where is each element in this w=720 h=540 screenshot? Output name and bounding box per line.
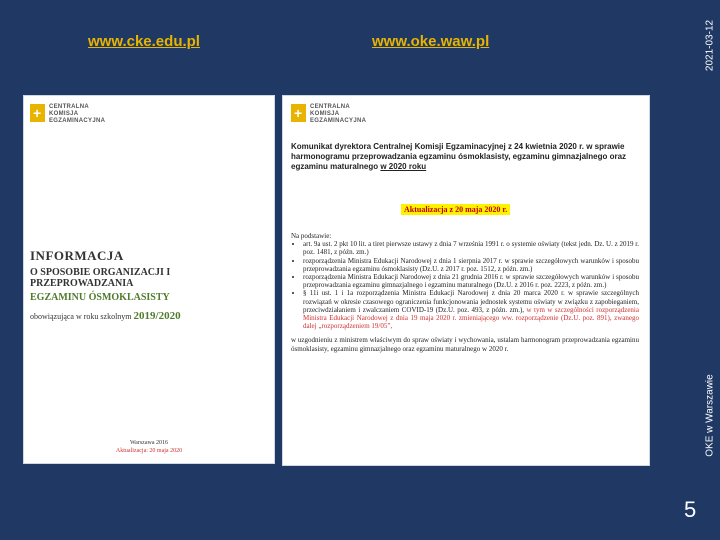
legal-basis-item: • rozporządzenia Ministra Edukacji Narodowej z dnia 1 sierpnia 2017 r. w sprawie szczegółowych warunków i sposobu przeprowadzania egzaminu ósmoklasisty (Dz.U. z 2017 r. poz. 1512, z późn. zm.) xyxy=(303,257,639,273)
legal-basis-item xyxy=(303,289,639,330)
oke-website-link[interactable]: www.oke.waw.pl xyxy=(372,33,490,50)
announcement-final-paragraph: w uzgodnieniu z ministrem właściwym do spraw oświaty i wychowania, ustalam harmonogram przeprowadzania egzaminu ósmoklasisty, egzaminu gimnazjalnego oraz egzaminu maturalnego w 2020 r. xyxy=(291,336,639,353)
announcement-body xyxy=(291,232,639,353)
logo-right-line1: CENTRALNA xyxy=(310,104,351,110)
legal-basis-list xyxy=(291,240,639,330)
left-footer-city: Warszawa 2016 xyxy=(129,440,168,446)
cke-logo-text xyxy=(49,104,105,125)
left-year-value: 2019/2020 xyxy=(133,310,181,322)
cke-logo-right xyxy=(291,104,366,125)
left-title-line3: EGZAMINU ÓSMOKLASISTY xyxy=(30,292,170,303)
update-highlight: Aktualizacja z 20 maja 2020 r. xyxy=(401,204,510,215)
side-organization-text: OKE w Warszawie xyxy=(704,374,716,457)
logo-right-line2: KOMISJA xyxy=(310,111,340,117)
legal-basis-item4-red: w tym w szczególności rozporządzenia Ministra Edukacji Narodowej z dnia 19 maja 2020 r. zmieniającego ww. rozporządzenie (Dz.U. poz. 891), zwanego dalej „rozporządzeniem 19/05”, xyxy=(303,305,639,331)
legal-basis-item: • rozporządzenia Ministra Edukacji Narodowej z dnia 21 grudnia 2016 r. w sprawie szczegółowych warunków i sposobu przeprowadzania egzaminu gimnazjalnego i egzaminu maturalnego (Dz.U. z 2016 r. poz. 2223, z późn. zm.) xyxy=(303,273,639,289)
slide-date xyxy=(700,6,714,86)
side-organization xyxy=(700,365,714,465)
logo-line3: EGZAMINACYJNA xyxy=(49,118,106,124)
left-doc-title xyxy=(30,248,270,303)
logo-right-line3: EGZAMINACYJNA xyxy=(310,118,367,124)
left-footer-update: Aktualizacja: 20 maja 2020 xyxy=(115,448,183,454)
legal-basis-item4-plain: § 11i ust. 1 i 1a rozporządzenia Ministra Edukacji Narodowej z dnia 20 marca 2020 r. w sprawie szczególnych rozwiązań w okresie czasowego ograniczenia funkcjonowania jednostek systemu oświaty w związku z zapobieganiem, przeciwdziałaniem i zwalczaniem COVID-19 (Dz.U. poz. 493, z późn. zm.), xyxy=(303,289,639,314)
left-doc-year xyxy=(30,310,181,322)
cke-logo-text-right xyxy=(310,104,366,125)
left-title-line2: O SPOSOBIE ORGANIZACJI I PRZEPROWADZANIA xyxy=(30,267,171,289)
logo-line1: CENTRALNA xyxy=(49,104,90,110)
basis-heading: Na podstawie: xyxy=(291,232,332,240)
announcement-title-underlined: w 2020 roku xyxy=(380,162,427,171)
logo-line2: KOMISJA xyxy=(49,111,79,117)
cke-logo xyxy=(30,104,105,125)
right-document-image xyxy=(283,96,649,465)
slide-date-text: 2021-03-12 xyxy=(704,19,716,72)
announcement-title-text: Komunikat dyrektora Centralnej Komisji Egzaminacyjnej z 24 kwietnia 2020 r. w sprawie harmonogramu przeprowadzania egzaminu ósmoklasisty, egzaminu gimnazjalnego oraz egzaminu maturalnego xyxy=(291,142,627,171)
cke-website-link[interactable]: www.cke.edu.pl xyxy=(88,33,200,50)
left-year-prefix: obowiązująca w roku szkolnym xyxy=(30,312,132,321)
page-number: 5 xyxy=(684,497,697,522)
cke-logo-mark-right xyxy=(291,104,306,122)
left-document-image xyxy=(24,96,274,463)
left-doc-footer xyxy=(24,439,274,455)
left-title-line1: INFORMACJA xyxy=(30,248,124,263)
legal-basis-item: • art. 9a ust. 2 pkt 10 lit. a tiret pierwsze ustawy z dnia 7 września 1991 r. o systemie oświaty (tekst jedn. Dz. U. z 2019 r. poz. 1481, z późn. zm.) xyxy=(303,240,639,256)
announcement-title xyxy=(291,142,641,172)
cke-logo-mark xyxy=(30,104,45,122)
